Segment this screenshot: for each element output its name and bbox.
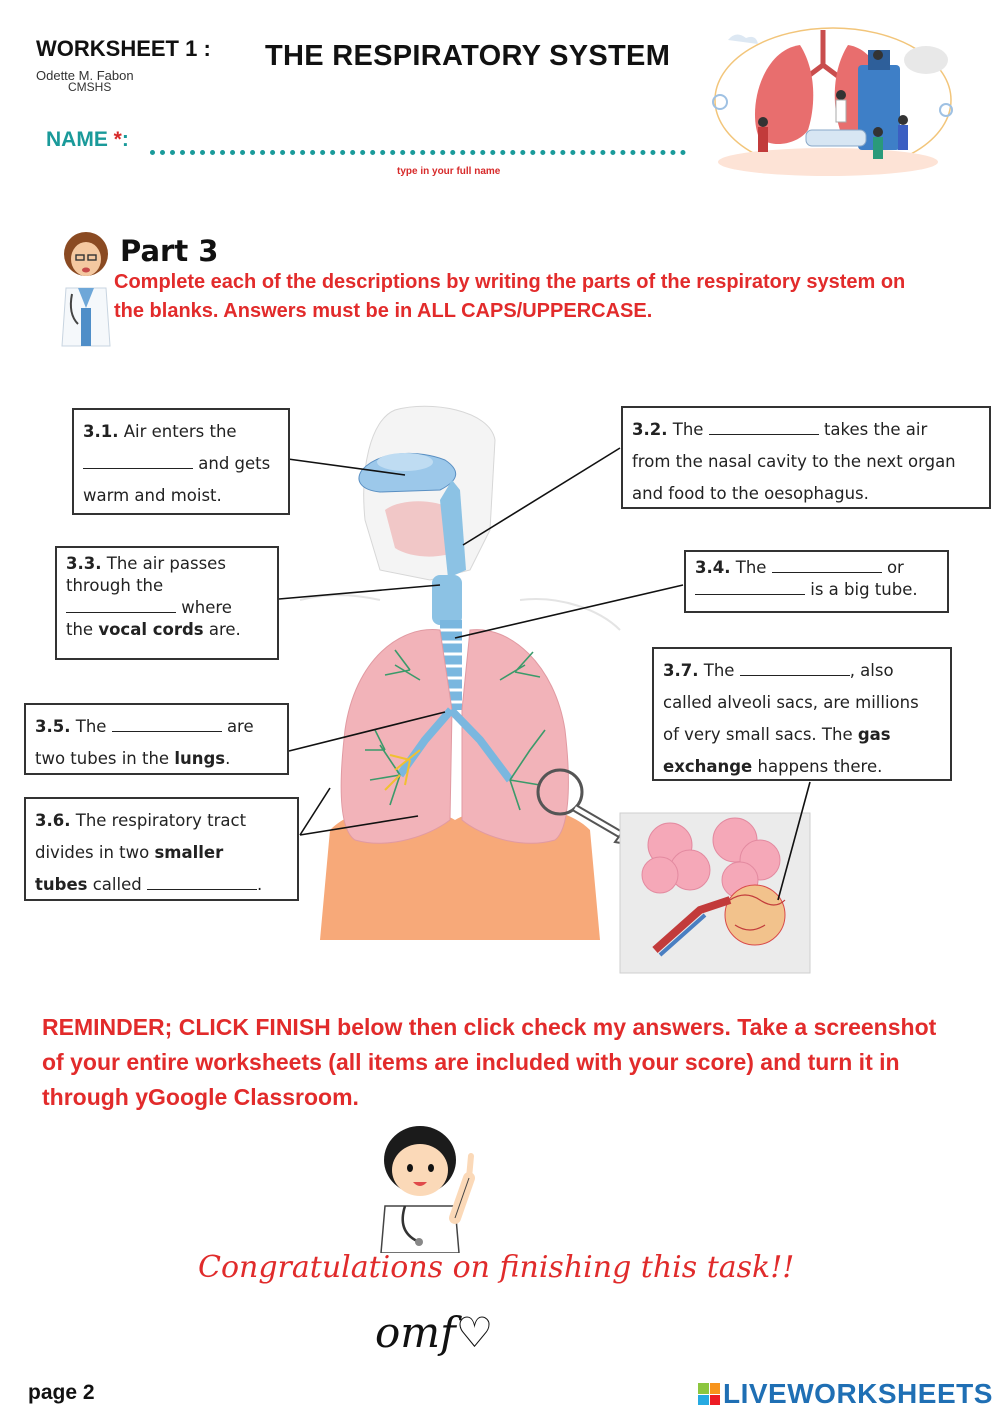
congrats-message: Congratulations on finishing this task!!: [198, 1250, 795, 1285]
lungs-illustration: [708, 10, 958, 180]
liveworksheets-logo[interactable]: [698, 1378, 993, 1410]
question-3-7: 3.7. The , also called alveoli sacs, are millions of very small sacs. The gas exchange happens there.: [652, 647, 952, 781]
reminder-text: REMINDER; CLICK FINISH below then click check my answers. Take a screenshot of your entire worksheets (all items are included with your score) and turn it in through yGoogle Classroom.: [42, 1014, 937, 1110]
name-input[interactable]: [150, 150, 686, 155]
name-hint: type in your full name: [397, 166, 501, 177]
question-3-5: 3.5. The are two tubes in the lungs.: [24, 703, 289, 775]
answer-blank-3-4a[interactable]: [772, 558, 882, 573]
required-star: *: [113, 128, 122, 151]
answer-blank-3-6[interactable]: [147, 875, 257, 890]
name-label: NAME *:: [46, 128, 129, 151]
answer-blank-3-3[interactable]: [66, 598, 176, 613]
nurse-cartoon-icon: [375, 1118, 485, 1253]
page-number: page 2: [28, 1381, 95, 1404]
answer-blank-3-4b[interactable]: [695, 580, 805, 595]
signature: omf♡: [375, 1308, 494, 1357]
author-name: Odette M. Fabon: [36, 68, 134, 83]
part-heading: Part 3: [120, 234, 219, 268]
question-3-6: 3.6. The respiratory tract divides in two smaller tubes called .: [24, 797, 299, 901]
page-title: THE RESPIRATORY SYSTEM: [265, 40, 671, 72]
question-3-4: 3.4. The or is a big tube.: [684, 550, 949, 613]
worksheet-label: WORKSHEET 1 :: [36, 36, 211, 61]
doctor-avatar-icon: [58, 228, 114, 348]
brand-name: LIVEWORKSHEETS: [723, 1378, 993, 1409]
instructions: Complete each of the descriptions by writing the parts of the respiratory system on the blanks. Answers must be in ALL CAPS/UPPERCASE.: [114, 271, 906, 322]
question-3-2: 3.2. The takes the air from the nasal cavity to the next organ and food to the oesophagus.: [621, 406, 991, 509]
answer-blank-3-7[interactable]: [740, 661, 850, 676]
liveworksheets-grid-icon: [698, 1383, 720, 1405]
answer-blank-3-5[interactable]: [112, 717, 222, 732]
answer-blank-3-1[interactable]: [83, 454, 193, 469]
answer-blank-3-2[interactable]: [709, 420, 819, 435]
school-name: CMSHS: [68, 80, 112, 94]
question-3-3: 3.3. The air passes through the where the vocal cords are.: [55, 546, 279, 660]
question-3-1: 3.1. Air enters the and gets warm and moist.: [72, 408, 290, 515]
